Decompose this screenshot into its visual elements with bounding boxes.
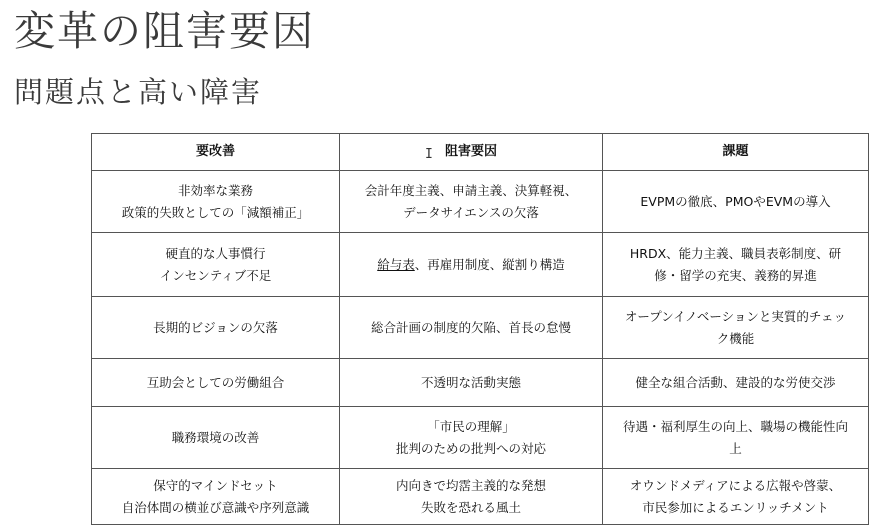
improvement-cell: 保守的マインドセット 自治体間の横並び意識や序列意識 xyxy=(92,469,340,525)
table-row xyxy=(92,233,869,297)
header-issue: 課題 xyxy=(603,134,869,171)
header-improvement: 要改善 xyxy=(92,134,340,171)
obstacles-table xyxy=(91,133,869,525)
issue-cell: 待遇・福利厚生の向上、職場の機能性向 上 xyxy=(603,407,869,469)
issue-cell: EVPMの徹底、PMOやEVMの導入 xyxy=(603,171,869,233)
issue-cell: オウンドメディアによる広報や啓蒙、 市民参加によるエンリッチメント xyxy=(603,469,869,525)
page-subtitle: 問題点と高い障害 xyxy=(14,75,263,109)
obstacle-cell: 「市民の理解」 批判のための批判への対応 xyxy=(340,407,603,469)
obstacle-cell: 内向きで均霑主義的な発想 失敗を恐れる風土 xyxy=(340,469,603,525)
underlined-term: 給与表 xyxy=(377,256,415,272)
table-row xyxy=(92,297,869,359)
text-cursor-icon: I xyxy=(425,147,433,162)
table-row xyxy=(92,407,869,469)
improvement-cell: 硬直的な人事慣行 インセンティブ不足 xyxy=(92,233,340,297)
obstacle-cell: 会計年度主義、申請主義、決算軽視、 データサイエンスの欠落 xyxy=(340,171,603,233)
obstacle-cell: 給与表、再雇用制度、縦割り構造 xyxy=(340,233,603,297)
obstacle-cell: 不透明な活動実態 xyxy=(340,359,603,407)
issue-cell: オープンイノベーションと実質的チェッ ク機能 xyxy=(603,297,869,359)
issue-cell: HRDX、能力主義、職員表彰制度、研 修・留学の充実、義務的昇進 xyxy=(603,233,869,297)
table-row xyxy=(92,469,869,525)
issue-cell: 健全な組合活動、建設的な労使交渉 xyxy=(603,359,869,407)
table-row xyxy=(92,359,869,407)
improvement-cell: 非効率な業務 政策的失敗としての「減額補正」 xyxy=(92,171,340,233)
improvement-cell: 長期的ビジョンの欠落 xyxy=(92,297,340,359)
header-obstacle: 阻害要因 xyxy=(340,134,603,171)
table-header-row xyxy=(92,134,869,171)
table-row xyxy=(92,171,869,233)
obstacle-cell: 総合計画の制度的欠陥、首長の怠慢 xyxy=(340,297,603,359)
page-title: 変革の阻害要因 xyxy=(14,7,315,55)
improvement-cell: 職務環境の改善 xyxy=(92,407,340,469)
improvement-cell: 互助会としての労働組合 xyxy=(92,359,340,407)
